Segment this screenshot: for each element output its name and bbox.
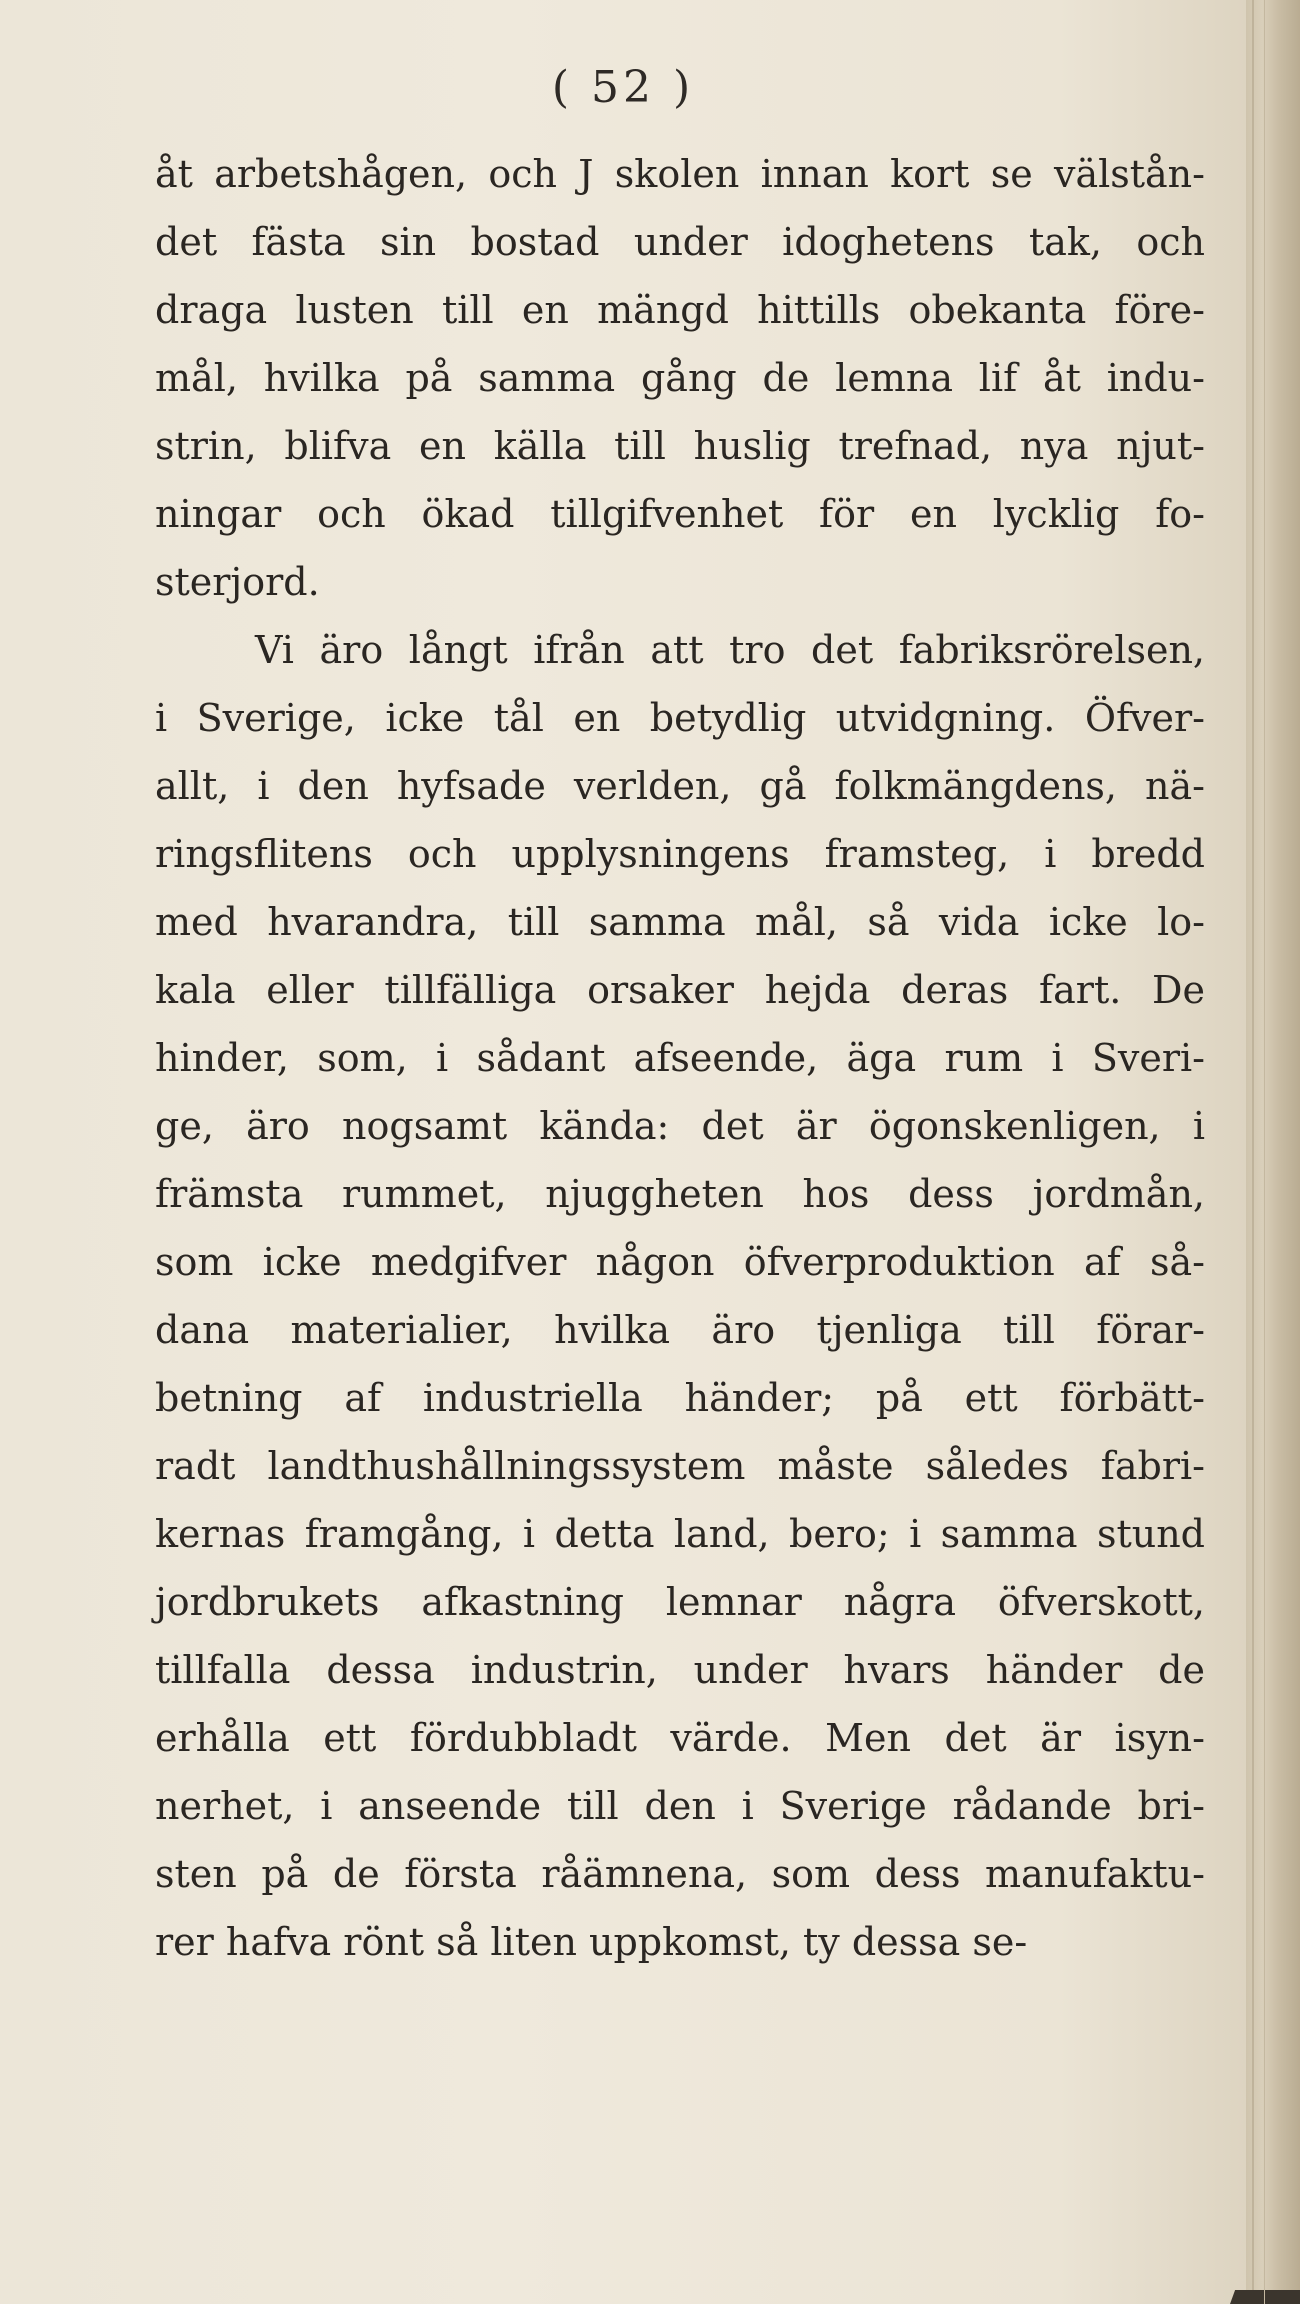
text-line: rer hafva rönt så liten uppkomst, ty dessa se- [155, 1920, 1028, 1964]
text-line: sterjord. [155, 560, 320, 604]
text-line: hinder, som, i sådant afseende, äga rum i Sveri- [155, 1036, 1205, 1080]
text-line: ge, äro nogsamt kända: det är ögonskenligen, i [155, 1104, 1205, 1148]
text-line: mål, hvilka på samma gång de lemna lif åt indu- [155, 356, 1205, 400]
text-line: sten på de första råämnena, som dess manufaktu- [155, 1852, 1205, 1896]
text-line: ringsflitens och upplysningens framsteg, i bredd [155, 832, 1205, 876]
text-line: åt arbetshågen, och J skolen innan kort se välstån- [155, 152, 1205, 196]
body-text [155, 140, 1205, 1976]
text-line: främsta rummet, njuggheten hos dess jordmån, [155, 1172, 1205, 1216]
text-line: i Sverige, icke tål en betydlig utvidgning. Öfver- [155, 696, 1205, 740]
text-line: allt, i den hyfsade verlden, gå folkmängdens, nä- [155, 764, 1205, 808]
text-line: nerhet, i anseende till den i Sverige rådande bri- [155, 1784, 1205, 1828]
text-line: kala eller tillfälliga orsaker hejda deras fart. De [155, 968, 1205, 1012]
text-line: kernas framgång, i detta land, bero; i samma stund [155, 1512, 1205, 1556]
page-edge-binding [1246, 0, 1300, 2304]
text-line: betning af industriella händer; på ett förbätt- [155, 1376, 1205, 1420]
text-line: draga lusten till en mängd hittills obekanta före- [155, 288, 1205, 332]
text-line: strin, blifva en källa till huslig trefnad, nya njut- [155, 424, 1205, 468]
page-number-header: ( 52 ) [551, 62, 695, 113]
text-line: radt landthushållningssystem måste således fabri- [155, 1444, 1205, 1488]
text-line: jordbrukets afkastning lemnar några öfverskott, [155, 1580, 1205, 1624]
text-line: det fästa sin bostad under idoghetens tak, och [155, 220, 1205, 264]
text-line: erhålla ett fördubbladt värde. Men det är isyn- [155, 1716, 1205, 1760]
text-line: tillfalla dessa industrin, under hvars händer de [155, 1648, 1205, 1692]
text-line: som icke medgifver någon öfverproduktion af så- [155, 1240, 1205, 1284]
text-line: ningar och ökad tillgifvenhet för en lycklig fo- [155, 492, 1205, 536]
text-line: dana materialier, hvilka äro tjenliga till förar- [155, 1308, 1205, 1352]
text-line: med hvarandra, till samma mål, så vida icke lo- [155, 900, 1205, 944]
paragraph-start-line: Vi äro långt ifrån att tro det fabriksrörelsen, [255, 628, 1205, 672]
corner-stain [1230, 2290, 1300, 2304]
